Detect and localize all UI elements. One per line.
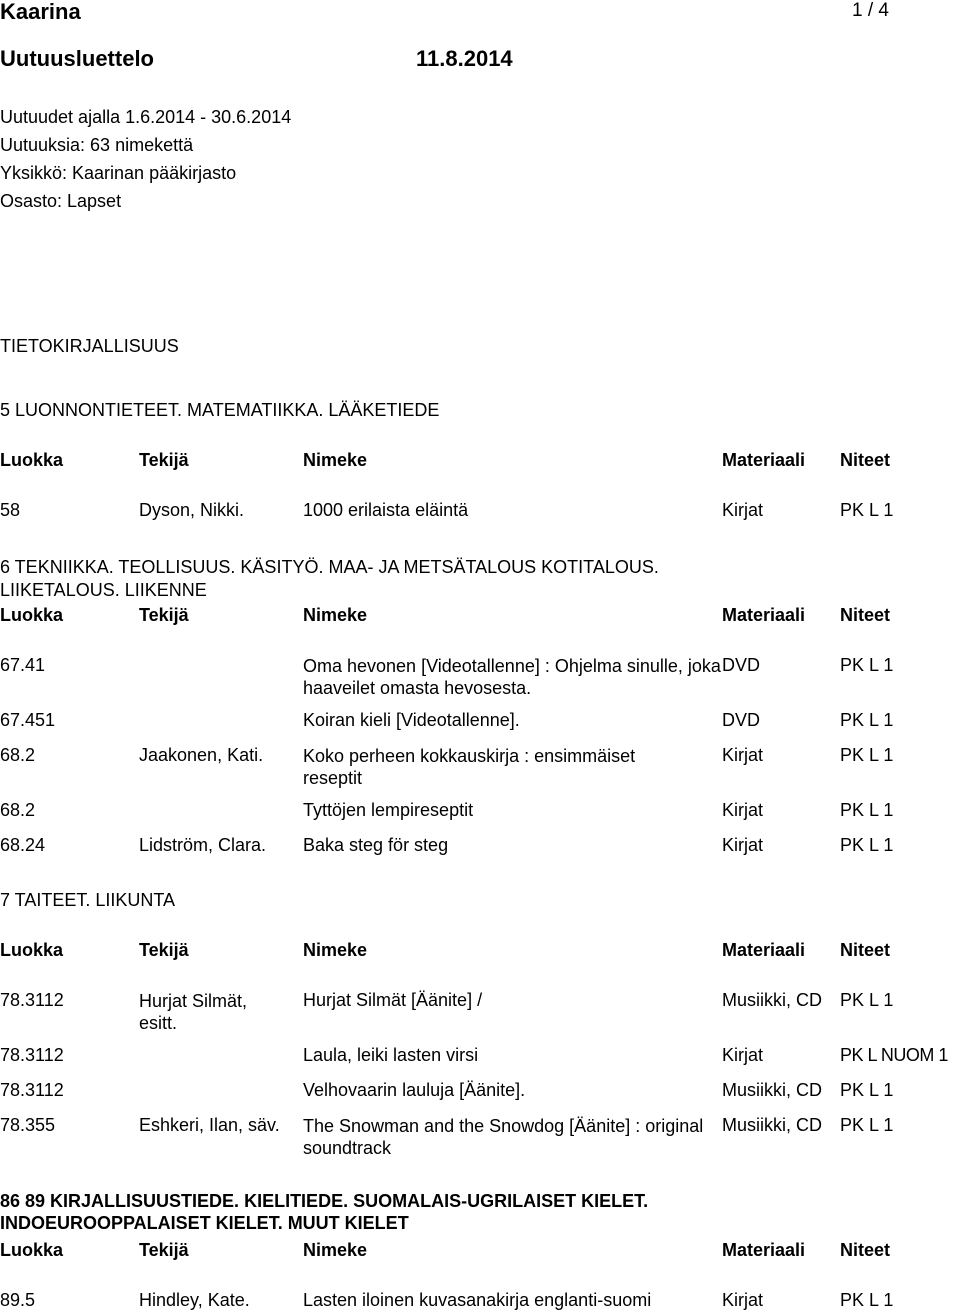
cell-nimeke: Oma hevonen [Videotallenne] : Ohjelma sinulle, joka haaveilet omasta hevosesta.	[303, 656, 721, 698]
column-luokka: Luokka	[0, 450, 64, 470]
meta-unit: Yksikkö: Kaarinan pääkirjasto	[0, 163, 237, 183]
column-niteet: Niteet	[840, 940, 891, 960]
column-luokka: Luokka	[0, 1240, 64, 1260]
cell-materiaali: DVD	[722, 710, 761, 730]
cell-materiaali: Musiikki, CD	[722, 990, 823, 1010]
cell-niteet: PK L 1	[840, 1080, 894, 1100]
cell-niteet: PK L 1	[840, 1115, 894, 1135]
cell-nimeke: The Snowman and the Snowdog [Äänite] : original soundtrack	[303, 1116, 704, 1158]
column-materiaali: Materiaali	[722, 940, 806, 960]
cell-luokka: 78.3112	[0, 1045, 64, 1065]
section-title: 86 89 KIRJALLISUUSTIEDE. KIELITIEDE. SUOMALAIS-UGRILAISET KIELET. INDOEUROOPPALAISET KIELET. MUUT KIELET	[0, 1191, 649, 1233]
column-tekija: Tekijä	[139, 940, 189, 960]
column-materiaali: Materiaali	[722, 605, 806, 625]
cell-materiaali: Kirjat	[722, 835, 764, 855]
section-title: 6 TEKNIIKKA. TEOLLISUUS. KÄSITYÖ. MAA- JA METSÄTALOUS KOTITALOUS. LIIKETALOUS. LIIKENNE	[0, 557, 659, 600]
cell-materiaali: Kirjat	[722, 1290, 764, 1310]
column-materiaali: Materiaali	[722, 450, 806, 470]
cell-nimeke: Laula, leiki lasten virsi	[303, 1045, 479, 1065]
cell-materiaali: Kirjat	[722, 745, 764, 765]
cell-niteet: PK L 1	[840, 1290, 894, 1310]
cell-nimeke: 1000 erilaista eläintä	[303, 500, 469, 520]
cell-niteet: PK L NUOM 1	[840, 1045, 948, 1065]
column-nimeke: Nimeke	[303, 450, 368, 470]
library-name: Kaarina	[0, 0, 81, 24]
cell-nimeke: Baka steg för steg	[303, 835, 449, 855]
column-nimeke: Nimeke	[303, 605, 368, 625]
cell-nimeke: Hurjat Silmät [Äänite] /	[303, 990, 483, 1010]
cell-tekija: Dyson, Nikki.	[139, 500, 245, 520]
cell-luokka: 67.451	[0, 710, 56, 730]
cell-nimeke: Velhovaarin lauluja [Äänite].	[303, 1080, 526, 1100]
page-number: 1 / 4	[852, 0, 889, 21]
cell-materiaali: Kirjat	[722, 800, 764, 820]
cell-nimeke: Tyttöjen lempireseptit	[303, 800, 474, 820]
meta-period: Uutuudet ajalla 1.6.2014 - 30.6.2014	[0, 107, 292, 127]
column-niteet: Niteet	[840, 605, 891, 625]
cell-niteet: PK L 1	[840, 990, 894, 1010]
column-tekija: Tekijä	[139, 450, 189, 470]
section-title: 5 LUONNONTIETEET. MATEMATIIKKA. LÄÄKETIEDE	[0, 400, 440, 420]
cell-nimeke: Koko perheen kokkauskirja : ensimmäiset reseptit	[303, 746, 636, 788]
cell-niteet: PK L 1	[840, 710, 894, 730]
cell-niteet: PK L 1	[840, 655, 894, 675]
cell-materiaali: DVD	[722, 655, 761, 675]
cell-luokka: 78.3112	[0, 990, 64, 1010]
column-luokka: Luokka	[0, 940, 64, 960]
report-title: Uutuusluettelo	[0, 46, 154, 71]
cell-tekija: Jaakonen, Kati.	[139, 745, 264, 765]
meta-count: Uutuuksia: 63 nimekettä	[0, 135, 194, 155]
main-category: TIETOKIRJALLISUUS	[0, 336, 179, 356]
cell-nimeke: Lasten iloinen kuvasanakirja englanti-suomi	[303, 1290, 652, 1310]
cell-niteet: PK L 1	[840, 500, 894, 520]
cell-tekija: Lidström, Clara.	[139, 835, 267, 855]
meta-department: Osasto: Lapset	[0, 191, 122, 211]
cell-luokka: 58	[0, 500, 21, 520]
cell-luokka: 67.41	[0, 655, 46, 675]
cell-niteet: PK L 1	[840, 800, 894, 820]
cell-materiaali: Musiikki, CD	[722, 1080, 823, 1100]
cell-luokka: 68.2	[0, 800, 36, 820]
cell-luokka: 68.24	[0, 835, 46, 855]
cell-tekija: Hindley, Kate.	[139, 1290, 250, 1310]
cell-niteet: PK L 1	[840, 745, 894, 765]
cell-tekija: Eshkeri, Ilan, säv.	[139, 1115, 280, 1135]
column-nimeke: Nimeke	[303, 940, 368, 960]
cell-tekija: Hurjat Silmät, esitt.	[139, 991, 248, 1033]
column-niteet: Niteet	[840, 450, 891, 470]
cell-luokka: 78.355	[0, 1115, 56, 1135]
cell-materiaali: Musiikki, CD	[722, 1115, 823, 1135]
section-title: 7 TAITEET. LIIKUNTA	[0, 890, 176, 910]
column-materiaali: Materiaali	[722, 1240, 806, 1260]
cell-luokka: 78.3112	[0, 1080, 64, 1100]
cell-materiaali: Kirjat	[722, 500, 764, 520]
cell-materiaali: Kirjat	[722, 1045, 764, 1065]
cell-niteet: PK L 1	[840, 835, 894, 855]
column-tekija: Tekijä	[139, 1240, 189, 1260]
column-luokka: Luokka	[0, 605, 64, 625]
cell-nimeke: Koiran kieli [Videotallenne].	[303, 710, 520, 730]
column-niteet: Niteet	[840, 1240, 891, 1260]
column-nimeke: Nimeke	[303, 1240, 368, 1260]
cell-luokka: 89.5	[0, 1290, 36, 1310]
column-tekija: Tekijä	[139, 605, 189, 625]
cell-luokka: 68.2	[0, 745, 36, 765]
report-date: 11.8.2014	[416, 46, 513, 71]
